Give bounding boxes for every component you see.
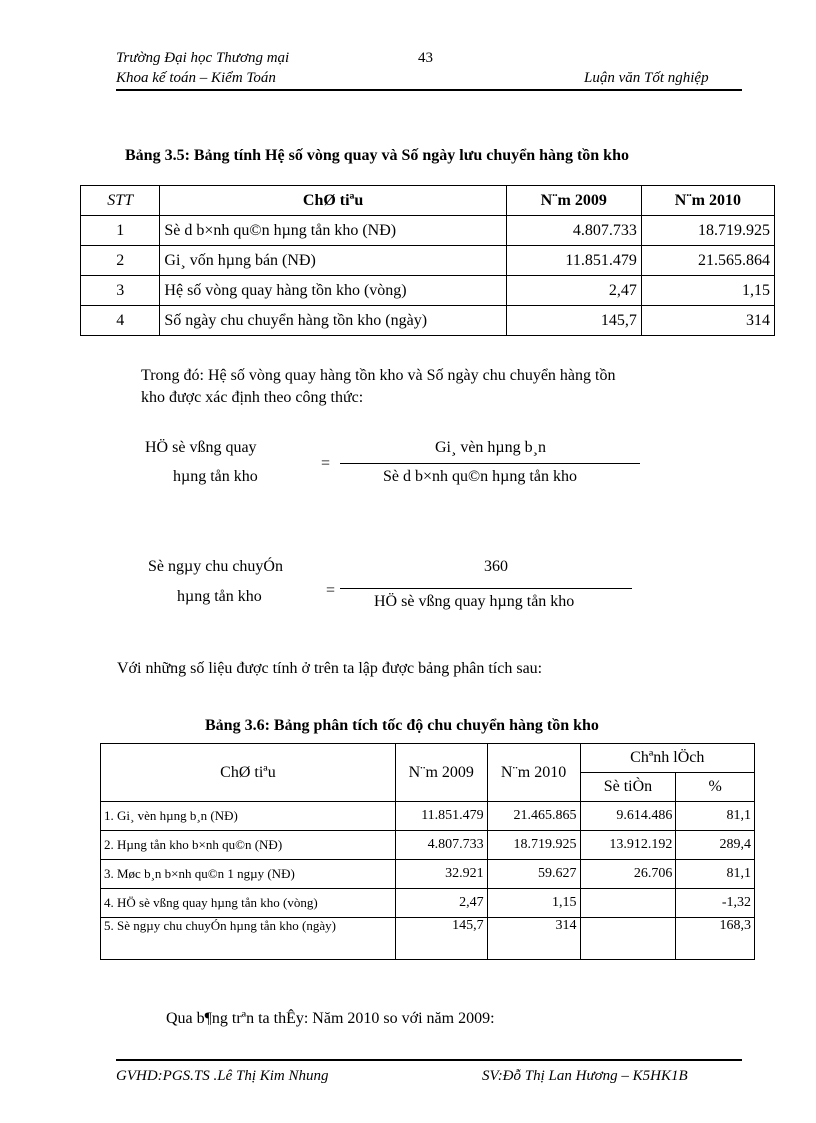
cell: 2,47 <box>395 889 487 918</box>
formula1-equals: = <box>321 455 331 472</box>
cell: 21.565.864 <box>641 246 774 276</box>
formula2-fraction-bar <box>340 588 632 589</box>
table2-title: Bảng 3.6: Bảng phân tích tốc độ chu chuyển hàng tồn kho <box>205 717 599 734</box>
cell: 5. Sè ngµy chu chuyÓn hµng tån kho (ngày) <box>101 918 396 960</box>
table-row <box>81 246 775 276</box>
cell: Sè d b×nh qu©n hµng tån kho (NĐ) <box>160 216 506 246</box>
col-header-amount: Sè tiÒn <box>580 773 676 802</box>
cell: 1 <box>81 216 160 246</box>
formula2-equals: = <box>326 582 336 599</box>
header-rule <box>116 89 742 91</box>
cell: -1,32 <box>676 889 755 918</box>
cell: 81,1 <box>676 802 755 831</box>
cell: 3. Møc b¸n b×nh qu©n 1 ngµy (NĐ) <box>101 860 396 889</box>
cell: 1,15 <box>487 889 580 918</box>
table-row <box>81 306 775 336</box>
formula1-denominator: Sè d b×nh qu©n hµng tån kho <box>383 468 577 485</box>
intro-line-2: kho được xác định theo công thức: <box>141 389 364 406</box>
col-header-2010: N¨m 2010 <box>641 186 774 216</box>
cell: 289,4 <box>676 831 755 860</box>
cell: 4.807.733 <box>506 216 641 246</box>
cell: 59.627 <box>487 860 580 889</box>
cell: 1. Gi¸ vèn hµng b¸n (NĐ) <box>101 802 396 831</box>
cell: 3 <box>81 276 160 306</box>
cell: 18.719.925 <box>641 216 774 246</box>
cell: 13.912.192 <box>580 831 676 860</box>
footer-rule <box>116 1059 742 1061</box>
cell: 32.921 <box>395 860 487 889</box>
analysis-sentence: Với những số liệu được tính ở trên ta lập được bảng phân tích sau: <box>117 660 543 677</box>
cell: 168,3 <box>676 918 755 960</box>
table1-title: Bảng 3.5: Bảng tính Hệ số vòng quay và Số ngày lưu chuyển hàng tồn kho <box>125 147 629 164</box>
cell: Hệ số vòng quay hàng tồn kho (vòng) <box>160 276 506 306</box>
formula2-denominator: HÖ sè vßng quay hµng tån kho <box>374 593 575 610</box>
table-header-row <box>81 186 775 216</box>
cell <box>580 918 676 960</box>
formula1-numerator: Gi¸ vèn hµng b¸n <box>435 439 546 456</box>
cell: 26.706 <box>580 860 676 889</box>
table-row <box>101 918 755 960</box>
cell: 4 <box>81 306 160 336</box>
formula2-numerator: 360 <box>484 558 508 575</box>
cell: 314 <box>487 918 580 960</box>
formula1-fraction-bar <box>340 463 640 464</box>
cell: 11.851.479 <box>395 802 487 831</box>
table-row <box>101 889 755 918</box>
col-header-stt: STT <box>81 186 160 216</box>
col-header-2010: N¨m 2010 <box>487 744 580 802</box>
cell: 2. Hµng tån kho b×nh qu©n (NĐ) <box>101 831 396 860</box>
conclusion-sentence: Qua b¶ng trªn ta thÊy: Năm 2010 so với năm 2009: <box>166 1010 495 1027</box>
turnover-table <box>80 185 775 336</box>
table-row <box>81 216 775 246</box>
cell: 21.465.865 <box>487 802 580 831</box>
cell: 81,1 <box>676 860 755 889</box>
cell: 18.719.925 <box>487 831 580 860</box>
document-type: Luận văn Tốt nghiệp <box>584 70 709 86</box>
col-header-indicator: ChØ tiªu <box>101 744 396 802</box>
formula2-lhs-line1: Sè ngµy chu chuyÓn <box>148 558 283 575</box>
school-name: Trường Đại học Thương mại <box>116 50 290 66</box>
student-name: SV:Đỗ Thị Lan Hương – K5HK1B <box>482 1068 688 1084</box>
cell <box>580 889 676 918</box>
intro-line-1: Trong đó: Hệ số vòng quay hàng tồn kho và Số ngày chu chuyển hàng tồn <box>141 367 616 384</box>
cell: 314 <box>641 306 774 336</box>
cell: Gi¸ vốn hµng bán (NĐ) <box>160 246 506 276</box>
cell: 4. HÖ sè vßng quay hµng tån kho (vòng) <box>101 889 396 918</box>
col-header-2009: N¨m 2009 <box>506 186 641 216</box>
table-row <box>81 276 775 306</box>
cell: 9.614.486 <box>580 802 676 831</box>
col-header-difference: Chªnh lÖch <box>580 744 754 773</box>
advisor-name: GVHD:PGS.TS .Lê Thị Kim Nhung <box>116 1068 329 1084</box>
col-header-2009: N¨m 2009 <box>395 744 487 802</box>
cell: Số ngày chu chuyển hàng tồn kho (ngày) <box>160 306 506 336</box>
formula2-lhs-line2: hµng tån kho <box>177 588 262 605</box>
cell: 145,7 <box>506 306 641 336</box>
cell: 2,47 <box>506 276 641 306</box>
analysis-table <box>100 743 755 960</box>
cell: 4.807.733 <box>395 831 487 860</box>
table-header-row <box>101 744 755 773</box>
page-number: 43 <box>418 50 433 66</box>
table-row <box>101 802 755 831</box>
cell: 145,7 <box>395 918 487 960</box>
table-row <box>101 860 755 889</box>
cell: 2 <box>81 246 160 276</box>
cell: 11.851.479 <box>506 246 641 276</box>
formula1-lhs-line1: HÖ sè vßng quay <box>145 439 257 456</box>
table-row <box>101 831 755 860</box>
col-header-percent: % <box>676 773 755 802</box>
faculty-name: Khoa kế toán – Kiểm Toán <box>116 70 276 86</box>
col-header-indicator: ChØ tiªu <box>160 186 506 216</box>
cell: 1,15 <box>641 276 774 306</box>
formula1-lhs-line2: hµng tån kho <box>173 468 258 485</box>
